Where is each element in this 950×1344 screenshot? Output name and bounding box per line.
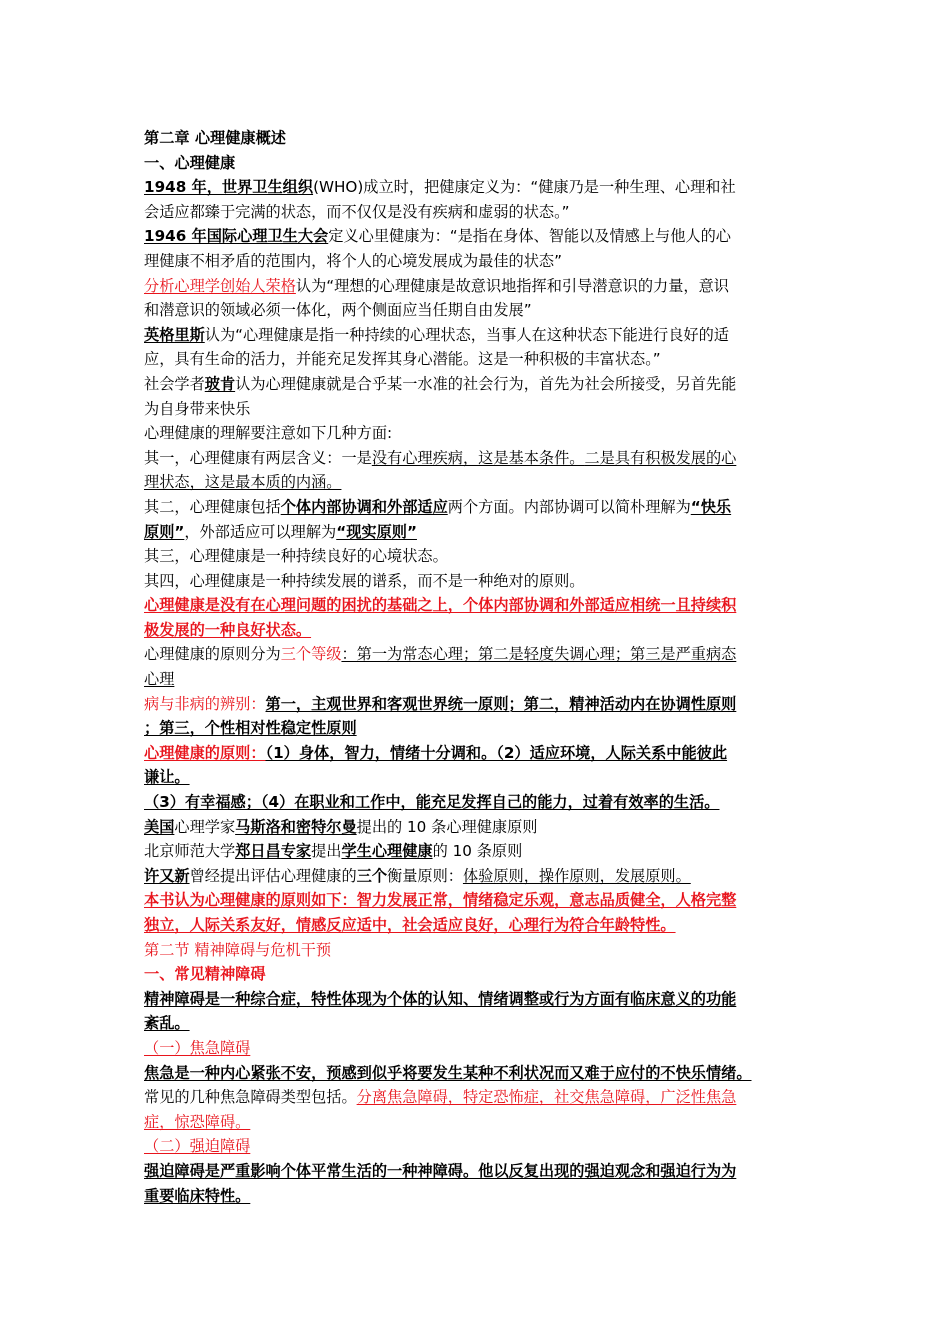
text-run: 英格里斯 (144, 325, 205, 344)
text-run: 玻肯 (204, 374, 236, 393)
text-run: 三个等级 (280, 645, 342, 664)
text-line (144, 716, 808, 741)
text-run: 心理健康的原则分为 (144, 645, 281, 664)
text-run: 其四，心理健康是一种持续发展的谱系，而不是一种绝对的原则。 (144, 571, 585, 590)
text-run: 一、心理健康 (144, 153, 236, 172)
text-line (144, 1184, 808, 1209)
text-run: （3）有幸福感；（4）在职业和工作中，能充足发挥自己的能力，过着有效率的生活。 (144, 793, 720, 812)
text-line (144, 864, 808, 889)
text-run: 1948 年，世界卫生组织 (144, 178, 314, 197)
text-line (144, 741, 808, 766)
text-line (144, 151, 808, 176)
text-line (144, 249, 808, 274)
text-run: “快乐 (690, 497, 732, 516)
text-run: 会适应都臻于完满的状态，而不仅仅是没有疾病和虚弱的状态。” (144, 202, 570, 221)
text-run: 第一，主观世界和客观世界统一原则；第二，精神活动内在协调性原则 (265, 694, 737, 713)
text-run: 曾经提出评估心理健康的 (189, 866, 357, 885)
text-run: 两个方面。内部协调可以简朴理解为 (447, 497, 691, 516)
text-line (144, 372, 808, 397)
text-run: 其一，心理健康有两层含义：一是 (144, 448, 372, 467)
text-run: 重要临床特性。 (144, 1186, 251, 1205)
text-run: 其三，心理健康是一种持续良好的心境状态。 (144, 547, 448, 566)
text-run: 提出 (311, 842, 342, 861)
text-run: 第二章 心理健康概述 (144, 129, 286, 147)
text-line (144, 274, 808, 299)
text-run: 一、常见精神障碍 (144, 965, 266, 984)
text-run: 分析心理学创始人荣格 (144, 276, 296, 295)
text-line (144, 888, 808, 913)
text-run: 焦急是一种内心紧张不安，预感到似乎将要发生某种不利状况而又难于应付的不快乐情绪。 (144, 1063, 752, 1082)
text-run: 理健康不相矛盾的范围内，将个人的心境发展成为最佳的状态” (144, 251, 562, 270)
text-run: 症，惊恐障碍。 (144, 1112, 251, 1131)
text-line (144, 347, 808, 372)
text-run: 的 10 条原则 (432, 842, 523, 861)
text-line (144, 1085, 808, 1110)
text-line (144, 1134, 808, 1159)
text-line (144, 323, 808, 348)
text-line (144, 175, 808, 200)
text-run: 提出的 10 条心理健康原则 (356, 817, 538, 836)
text-run: ：第一为常态心理；第二是轻度失调心理；第三是严重病态 (341, 645, 737, 664)
text-run: 1946 年国际心理卫生大会 (144, 227, 329, 246)
text-line (144, 544, 808, 569)
text-run: 三个 (356, 866, 387, 885)
text-run: 认为“理想的心理健康是故意识地指挥和引导潜意识的力量，意识 (295, 276, 729, 295)
text-run: 心理健康的理解要注意如下几种方面: (144, 424, 393, 443)
text-run: 强迫障碍是严重影响个体平常生活的一种神障碍。他以反复出现的强迫观念和强迫行为为 (144, 1161, 737, 1180)
text-run: 应，具有生命的活力，并能充足发挥其身心潜能。这是一种积极的丰富状态。” (144, 350, 661, 369)
text-run: ；第三，个性相对性稳定性原则 (144, 719, 357, 738)
text-line (144, 962, 808, 987)
text-run: 认为心理健康就是合乎某一水准的社会行为，首先为社会所接受，另首先能 (235, 374, 737, 393)
text-run: （二）强迫障碍 (144, 1137, 251, 1156)
text-run: 社会学者 (144, 374, 205, 393)
text-run: 心理学家 (174, 817, 236, 836)
text-run: 第二节 精神障碍与危机干预 (144, 940, 332, 959)
text-run: 独立，人际关系友好，情感反应适中，社会适应良好，心理行为符合年龄特性。 (144, 916, 676, 934)
text-line (144, 126, 808, 151)
text-line (144, 397, 808, 422)
text-run: 心理健康是没有在心理问题的困扰的基础之上，个体内部协调和外部适应相统一且持续积 (144, 596, 737, 615)
text-run: 二是具有积极发展的心 (584, 448, 737, 467)
text-run: 精神障碍是一种综合症，特性体现为个体的认知、情绪调整或行为方面有临床意义的功能 (144, 989, 737, 1008)
text-run: 马斯洛和密特尔曼 (235, 817, 357, 836)
text-run: 认为“心理健康是指一种持续的心理状态，当事人在这种状态下能进行良好的适 (204, 325, 729, 344)
text-run: 原则” (144, 522, 185, 541)
text-run: 个体内部协调和外部适应 (280, 497, 448, 516)
text-line (144, 1159, 808, 1184)
text-run: 常见的几种焦急障碍类型包括。 (144, 1088, 357, 1107)
text-line (144, 520, 808, 545)
text-line (144, 790, 808, 815)
text-line (144, 446, 808, 471)
text-run: 极发展的一种良好状态。 (144, 620, 312, 639)
text-run: 学生心理健康 (341, 842, 433, 861)
text-run: “现实原则” (336, 522, 417, 541)
text-run: 病与非病的辨别： (144, 694, 266, 713)
text-run: 没有心理疾病，这是基本条件。 (371, 448, 585, 467)
text-run: 和潜意识的领域必须一体化，两个侧面应当任期自由发展” (144, 301, 532, 320)
text-line (144, 1061, 808, 1086)
text-run: 郑日昌专家 (235, 842, 312, 861)
text-line (144, 569, 808, 594)
text-run: 其二，心理健康包括 (144, 497, 281, 516)
text-line (144, 1110, 808, 1135)
text-run: （一）焦急障碍 (144, 1038, 251, 1057)
text-run: 紊乱。 (144, 1014, 190, 1033)
text-line (144, 1036, 808, 1061)
text-run: 许又新 (144, 866, 190, 885)
text-line (144, 618, 808, 643)
text-line (144, 593, 808, 618)
text-run: 北京师范大学 (144, 842, 236, 861)
text-line (144, 913, 808, 938)
text-run: 为自身带来快乐 (144, 399, 251, 418)
text-run: 定义心里健康为：“是指在身体、智能以及情感上与他人的心 (328, 227, 731, 246)
text-run: 体验原则，操作原则，发展原则。 (462, 866, 691, 885)
text-run: 本书认为心理健康的原则如下：智力发展正常，情绪稳定乐观，意志品质健全，人格完整 (144, 891, 737, 910)
text-run: (WHO)成立时，把健康定义为：“健康乃是一种生理、心理和社 (313, 178, 736, 197)
text-line (144, 765, 808, 790)
text-line (144, 815, 808, 840)
text-line (144, 692, 808, 717)
text-line (144, 667, 808, 692)
text-run: 心理 (144, 670, 175, 689)
text-line (144, 1011, 808, 1036)
text-line (144, 938, 808, 963)
text-line (144, 470, 808, 495)
text-line (144, 421, 808, 446)
text-line (144, 200, 808, 225)
document-body (144, 126, 808, 1208)
text-run: 谦让。 (144, 768, 190, 787)
text-run: 分离焦急障碍，特定恐怖症，社交焦急障碍，广泛性焦急 (356, 1088, 737, 1107)
text-run: （1）身体，智力，情绪十分调和。（2）适应环境，人际关系中能彼此 (265, 743, 728, 762)
text-line (144, 642, 808, 667)
text-line (144, 298, 808, 323)
text-run: 理状态，这是最本质的内涵。 (144, 473, 342, 492)
text-run: 美国 (144, 817, 175, 836)
text-run: ，外部适应可以理解为 (184, 522, 337, 541)
text-line (144, 224, 808, 249)
text-line (144, 495, 808, 520)
text-line (144, 839, 808, 864)
text-run: 心理健康的原则： (144, 743, 266, 762)
text-line (144, 987, 808, 1012)
text-run: 衡量原则： (387, 866, 463, 885)
